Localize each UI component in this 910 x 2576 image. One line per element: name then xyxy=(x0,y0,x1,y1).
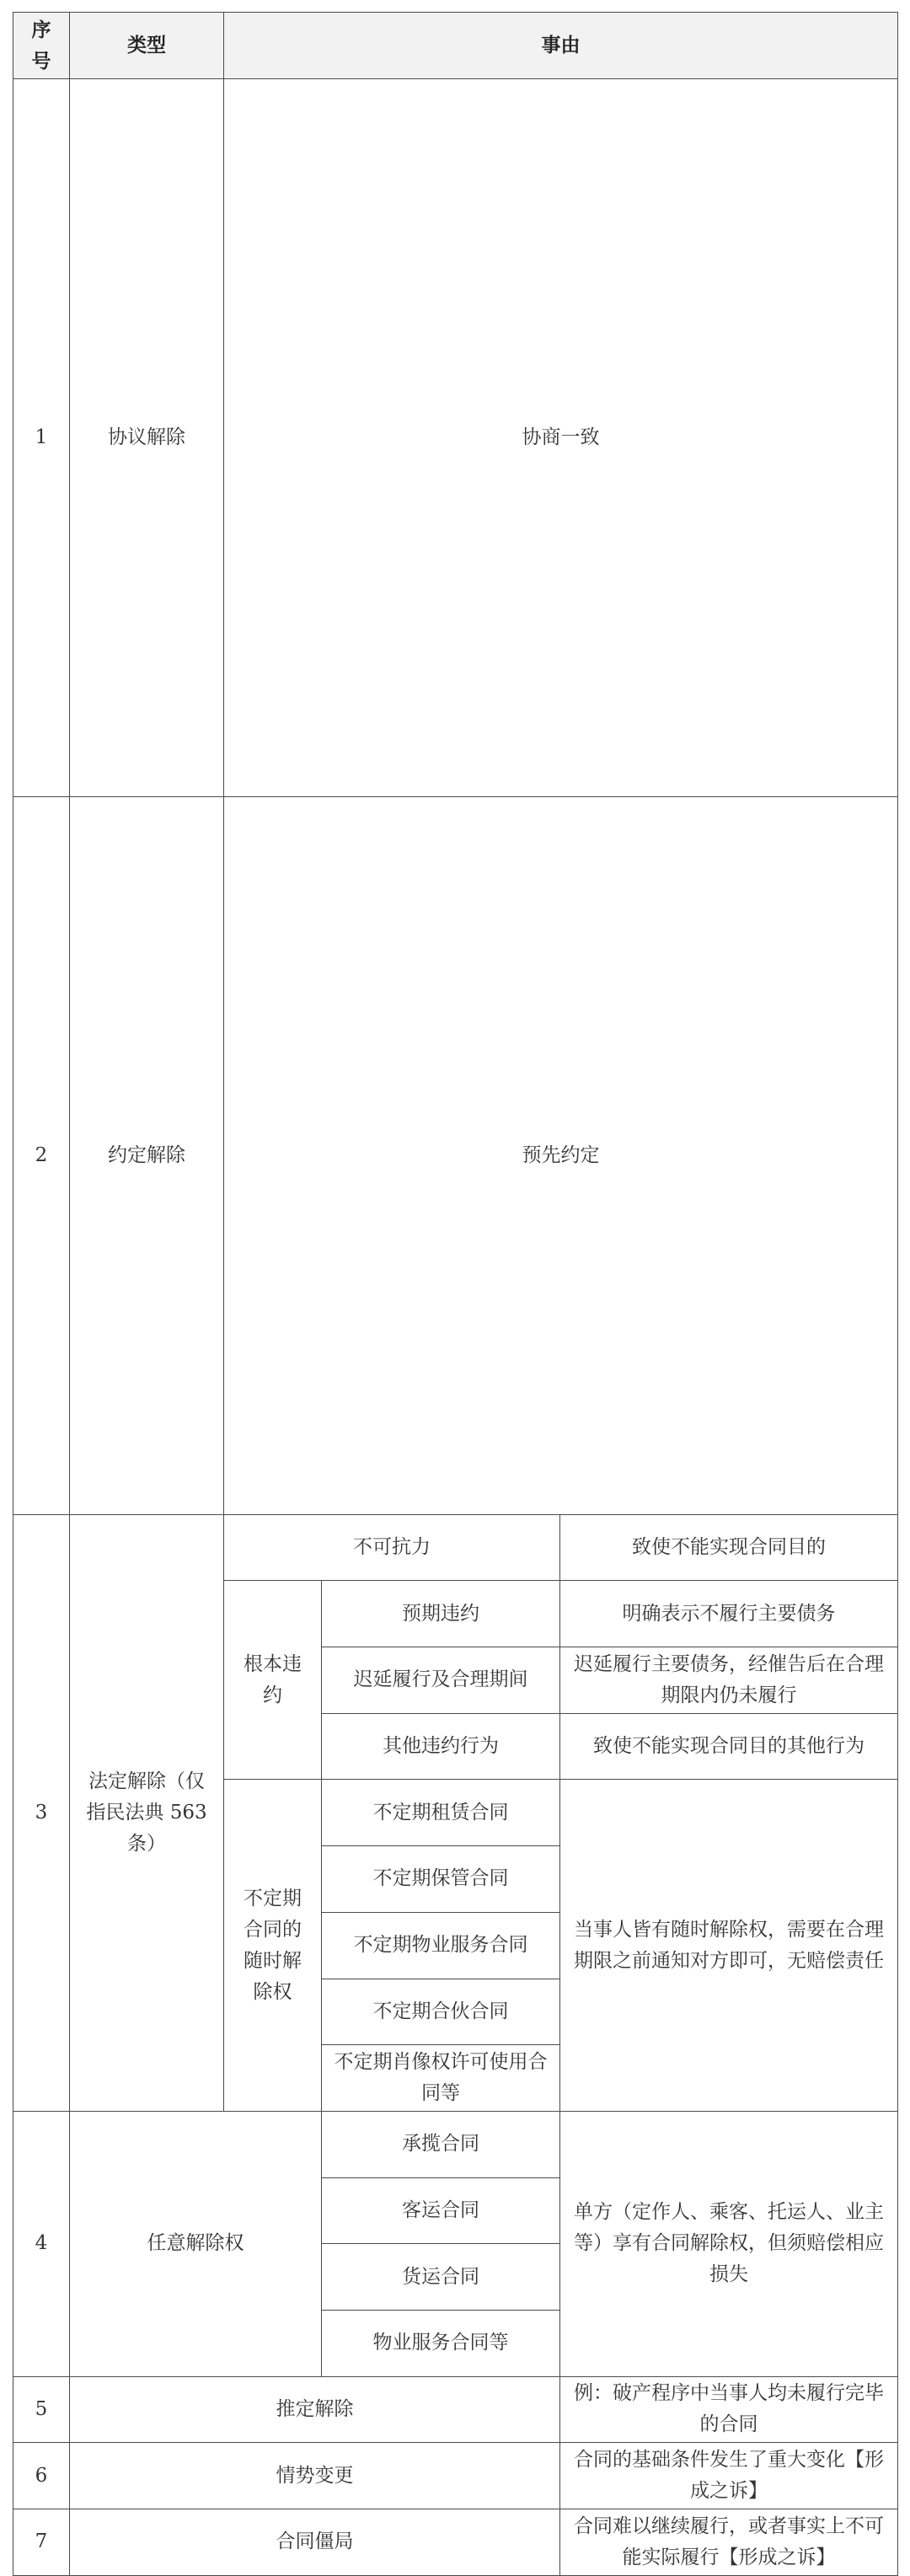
row-reason: 客运合同 xyxy=(322,2177,560,2244)
row-note: 合同的基础条件发生了重大变化【形成之诉】 xyxy=(560,2443,898,2509)
row-note: 合同难以继续履行，或者事实上不可能实际履行【形成之诉】 xyxy=(560,2509,898,2576)
row-index: 4 xyxy=(13,2111,70,2376)
row-note: 例：破产程序中当事人均未履行完毕的合同 xyxy=(560,2376,898,2443)
table-row xyxy=(13,2376,898,2443)
row-note: 迟延履行主要债务，经催告后在合理期限内仍未履行 xyxy=(560,1647,898,1714)
row-type: 情势变更 xyxy=(70,2443,560,2509)
header-type: 类型 xyxy=(70,13,224,79)
row-index: 1 xyxy=(13,78,70,796)
row-index: 7 xyxy=(13,2509,70,2576)
row-index: 3 xyxy=(13,1514,70,2111)
row-type: 推定解除 xyxy=(70,2376,560,2443)
row-note: 致使不能实现合同目的其他行为 xyxy=(560,1713,898,1780)
header-index: 序号 xyxy=(13,13,70,79)
row-type: 法定解除（仅指民法典 563 条） xyxy=(70,1514,224,2111)
row-note: 明确表示不履行主要债务 xyxy=(560,1581,898,1647)
row-reason: 不定期保管合同 xyxy=(322,1846,560,1913)
header-reason: 事由 xyxy=(224,13,898,79)
row-reason: 不定期租赁合同 xyxy=(322,1780,560,1846)
row-reason: 不定期肖像权许可使用合同等 xyxy=(322,2045,560,2112)
row-reason: 预期违约 xyxy=(322,1581,560,1647)
row-index: 2 xyxy=(13,796,70,1514)
row-reason: 物业服务合同等 xyxy=(322,2310,560,2376)
table-row xyxy=(13,2509,898,2576)
table-row xyxy=(13,2443,898,2509)
row-index: 5 xyxy=(13,2376,70,2443)
sub-category-indefinite: 不定期合同的随时解除权 xyxy=(224,1780,322,2111)
row-type: 合同僵局 xyxy=(70,2509,560,2576)
row-note: 当事人皆有随时解除权，需要在合理期限之前通知对方即可，无赔偿责任 xyxy=(560,1780,898,2111)
row-reason: 不定期合伙合同 xyxy=(322,1979,560,2045)
row-reason: 迟延履行及合理期间 xyxy=(322,1647,560,1714)
header-row xyxy=(13,13,898,79)
table-row xyxy=(13,2111,898,2177)
row-index: 6 xyxy=(13,2443,70,2509)
table-row xyxy=(13,796,898,1514)
table-row xyxy=(13,1514,898,1581)
row-type: 任意解除权 xyxy=(70,2111,322,2376)
row-note: 单方（定作人、乘客、托运人、业主等）享有合同解除权，但须赔偿相应损失 xyxy=(560,2111,898,2376)
row-reason: 预先约定 xyxy=(224,796,898,1514)
sub-category-fundamental-breach: 根本违约 xyxy=(224,1581,322,1780)
row-type: 约定解除 xyxy=(70,796,224,1514)
row-reason: 其他违约行为 xyxy=(322,1713,560,1780)
row-type: 协议解除 xyxy=(70,78,224,796)
row-note: 致使不能实现合同目的 xyxy=(560,1514,898,1581)
row-reason: 货运合同 xyxy=(322,2244,560,2311)
row-reason: 承揽合同 xyxy=(322,2111,560,2177)
row-reason: 不定期物业服务合同 xyxy=(322,1912,560,1979)
row-reason: 协商一致 xyxy=(224,78,898,796)
table-row xyxy=(13,78,898,796)
row-reason: 不可抗力 xyxy=(224,1514,560,1581)
contract-termination-table xyxy=(13,12,898,2576)
